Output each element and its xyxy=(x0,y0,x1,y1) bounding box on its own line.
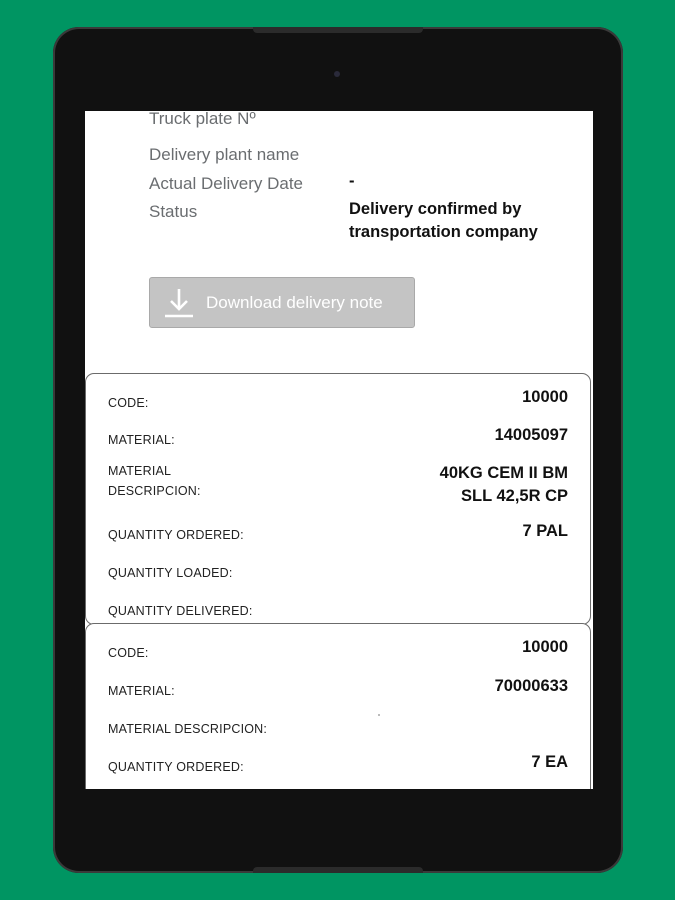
material-description-label-line1: MATERIAL xyxy=(108,464,172,478)
material-description-label-line2: DESCRIPCION: xyxy=(108,484,201,498)
item-card xyxy=(85,373,591,625)
status-label: Status xyxy=(149,202,198,221)
download-delivery-note-button[interactable] xyxy=(149,277,415,328)
actual-delivery-date-label: Actual Delivery Date xyxy=(149,174,304,193)
code-label: CODE: xyxy=(108,646,149,660)
code-label: CODE: xyxy=(108,396,149,410)
code-value: 10000 xyxy=(522,638,568,656)
device-bottom-edge xyxy=(253,867,423,873)
material-value: 14005097 xyxy=(494,426,568,444)
material-label: MATERIAL: xyxy=(108,433,175,447)
material-description-value-line2: SLL 42,5R CP xyxy=(461,487,568,505)
download-button-label: Download delivery note xyxy=(206,292,383,312)
camera-icon xyxy=(334,71,340,77)
code-value: 10000 xyxy=(522,388,568,406)
material-description-label: MATERIAL DESCRIPCION: xyxy=(108,722,268,736)
quantity-ordered-value: 7 PAL xyxy=(522,522,568,540)
truck-plate-label: Truck plate Nº xyxy=(149,111,256,128)
material-value: 70000633 xyxy=(494,677,568,695)
delivery-plant-label: Delivery plant name xyxy=(149,145,300,164)
quantity-ordered-label: QUANTITY ORDERED: xyxy=(108,760,244,774)
app-screen xyxy=(85,111,593,789)
material-label: MATERIAL: xyxy=(108,684,175,698)
quantity-ordered-label: QUANTITY ORDERED: xyxy=(108,528,244,542)
quantity-ordered-value: 7 EA xyxy=(531,753,568,771)
material-description-value-line1: 40KG CEM II BM xyxy=(439,464,568,482)
speck-mark xyxy=(378,714,380,716)
quantity-loaded-label: QUANTITY LOADED: xyxy=(108,566,233,580)
download-icon xyxy=(164,287,194,319)
actual-delivery-date-value: - xyxy=(349,172,355,190)
device-top-edge xyxy=(253,27,423,33)
quantity-delivered-label: QUANTITY DELIVERED: xyxy=(108,604,253,618)
item-card xyxy=(85,623,591,789)
status-value: Delivery confirmed by transportation company xyxy=(349,200,538,241)
